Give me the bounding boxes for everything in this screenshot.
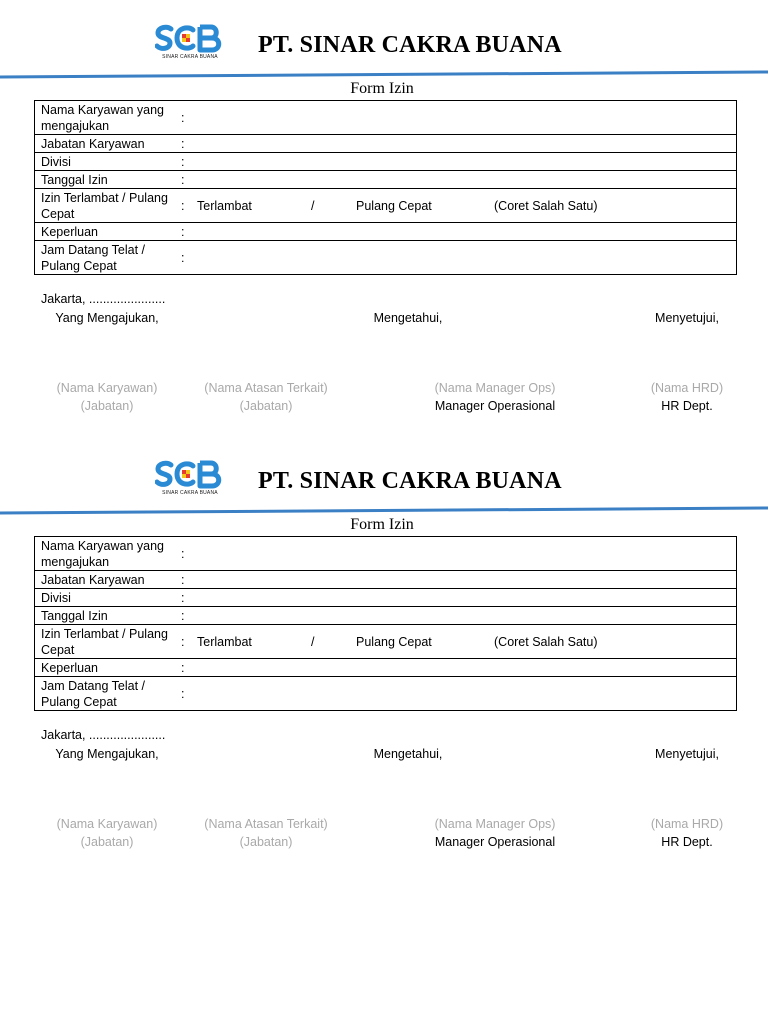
approved-by-label: Menyetujui,	[655, 747, 719, 761]
field-label: Jabatan Karyawan	[35, 135, 182, 153]
field-row-employee-name	[35, 537, 737, 571]
field-row-leave-date	[35, 607, 737, 625]
supervisor-name-placeholder: (Nama Atasan Terkait)	[204, 817, 328, 831]
field-row-position	[35, 571, 737, 589]
field-label: Divisi	[35, 589, 182, 607]
field-colon: :	[181, 171, 195, 189]
field-label: Jam Datang Telat / Pulang Cepat	[35, 241, 182, 275]
option-note: (Coret Salah Satu)	[494, 198, 598, 213]
scb-logo-icon	[155, 23, 227, 55]
field-colon: :	[181, 110, 185, 125]
leave-date-input[interactable]	[195, 607, 737, 625]
submitted-by-label: Yang Mengajukan,	[55, 747, 159, 761]
leave-type-options	[195, 189, 737, 223]
field-colon: :	[181, 625, 195, 659]
field-colon: :	[181, 571, 195, 589]
field-label: Izin Terlambat / Pulang Cepat	[35, 189, 182, 223]
form-title: Form Izin	[350, 80, 414, 97]
acknowledged-by-label: Mengetahui,	[373, 311, 443, 325]
division-input[interactable]	[195, 589, 737, 607]
field-colon: :	[181, 659, 195, 677]
employee-name-input[interactable]	[195, 537, 737, 571]
approved-by-label: Menyetujui,	[655, 311, 719, 325]
form-fields-table	[34, 536, 737, 711]
option-late[interactable]: Terlambat	[197, 198, 252, 213]
employee-name-placeholder: (Nama Karyawan)	[56, 381, 158, 395]
field-label: Tanggal Izin	[35, 607, 182, 625]
option-note: (Coret Salah Satu)	[494, 634, 598, 649]
field-row-leave-date	[35, 171, 737, 189]
field-row-leave-type	[35, 189, 737, 223]
field-colon: :	[181, 607, 195, 625]
option-late[interactable]: Terlambat	[197, 634, 252, 649]
field-colon: :	[181, 589, 195, 607]
signature-section	[0, 728, 768, 858]
field-label: Nama Karyawan yang mengajukan	[41, 538, 164, 569]
position-input[interactable]	[195, 571, 737, 589]
field-row-purpose	[35, 223, 737, 241]
form-fields-table	[34, 100, 737, 275]
supervisor-name-placeholder: (Nama Atasan Terkait)	[204, 381, 328, 395]
logo-caption: SINAR CAKRA BUANA	[162, 490, 218, 496]
hrd-position: HR Dept.	[661, 835, 713, 849]
company-name: PT. SINAR CAKRA BUANA	[258, 468, 562, 494]
purpose-input[interactable]	[195, 659, 737, 677]
option-early-leave[interactable]: Pulang Cepat	[356, 198, 432, 213]
hrd-name-placeholder: (Nama HRD)	[650, 817, 724, 831]
field-row-employee-name	[35, 101, 737, 135]
supervisor-position-placeholder: (Jabatan)	[239, 399, 293, 413]
hrd-name-placeholder: (Nama HRD)	[650, 381, 724, 395]
option-early-leave[interactable]: Pulang Cepat	[356, 634, 432, 649]
logo-caption: SINAR CAKRA BUANA	[162, 54, 218, 60]
form-title: Form Izin	[350, 516, 414, 533]
field-label: Izin Terlambat / Pulang Cepat	[35, 625, 182, 659]
field-label: Jam Datang Telat / Pulang Cepat	[35, 677, 182, 711]
field-row-position	[35, 135, 737, 153]
field-colon: :	[181, 677, 195, 711]
field-row-purpose	[35, 659, 737, 677]
field-row-time	[35, 677, 737, 711]
ops-manager-name-placeholder: (Nama Manager Ops)	[434, 817, 556, 831]
employee-position-placeholder: (Jabatan)	[80, 399, 134, 413]
employee-position-placeholder: (Jabatan)	[80, 835, 134, 849]
field-label: Tanggal Izin	[35, 171, 182, 189]
signature-section	[0, 292, 768, 422]
leave-type-options	[195, 625, 737, 659]
time-input[interactable]	[195, 241, 737, 275]
purpose-input[interactable]	[195, 223, 737, 241]
time-input[interactable]	[195, 677, 737, 711]
option-separator: /	[311, 198, 315, 213]
field-colon: :	[181, 546, 185, 561]
position-input[interactable]	[195, 135, 737, 153]
ops-manager-position: Manager Operasional	[434, 835, 556, 849]
leave-date-input[interactable]	[195, 171, 737, 189]
field-colon: :	[181, 135, 195, 153]
division-input[interactable]	[195, 153, 737, 171]
acknowledged-by-label: Mengetahui,	[373, 747, 443, 761]
option-separator: /	[311, 634, 315, 649]
leave-form-1	[0, 0, 768, 430]
field-colon: :	[181, 153, 195, 171]
employee-name-input[interactable]	[195, 101, 737, 135]
submitted-by-label: Yang Mengajukan,	[55, 311, 159, 325]
place-date: Jakarta, ......................	[41, 728, 166, 742]
field-label: Keperluan	[35, 223, 182, 241]
field-label: Jabatan Karyawan	[35, 571, 182, 589]
scb-logo-icon	[155, 459, 227, 491]
hrd-position: HR Dept.	[661, 399, 713, 413]
place-date: Jakarta, ......................	[41, 292, 166, 306]
company-logo	[155, 23, 230, 63]
field-row-division	[35, 153, 737, 171]
employee-name-placeholder: (Nama Karyawan)	[56, 817, 158, 831]
field-colon: :	[181, 241, 195, 275]
field-label: Divisi	[35, 153, 182, 171]
field-row-division	[35, 589, 737, 607]
field-label: Nama Karyawan yang mengajukan	[41, 102, 164, 133]
company-name: PT. SINAR CAKRA BUANA	[258, 32, 562, 58]
field-colon: :	[181, 223, 195, 241]
ops-manager-position: Manager Operasional	[434, 399, 556, 413]
supervisor-position-placeholder: (Jabatan)	[239, 835, 293, 849]
field-colon: :	[181, 189, 195, 223]
ops-manager-name-placeholder: (Nama Manager Ops)	[434, 381, 556, 395]
leave-form-2	[0, 436, 768, 866]
field-row-leave-type	[35, 625, 737, 659]
field-label: Keperluan	[35, 659, 182, 677]
company-logo	[155, 459, 230, 499]
field-row-time	[35, 241, 737, 275]
